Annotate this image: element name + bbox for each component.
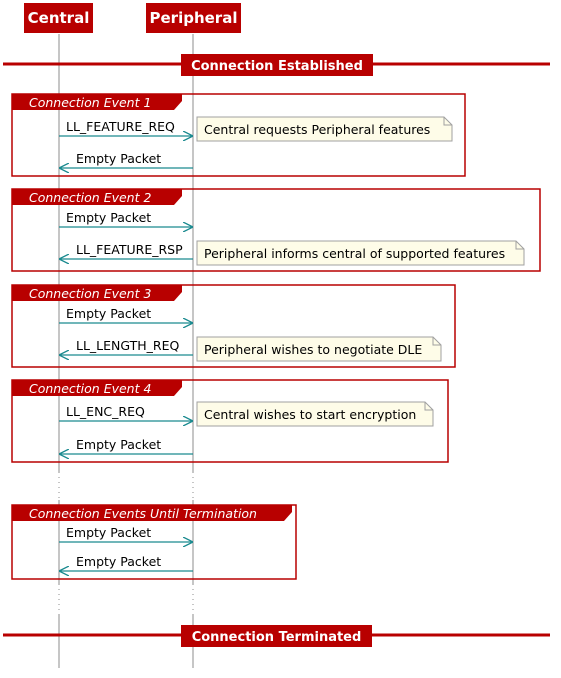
participant-central <box>24 3 93 33</box>
participant-central-label: Central <box>27 9 90 27</box>
frame-connection-events-until-termination <box>12 505 296 579</box>
frame-title: Connection Event 3 <box>29 286 152 301</box>
participant-peripheral-label: Peripheral <box>149 9 238 27</box>
frame-connection-event-3 <box>12 285 455 367</box>
note <box>197 117 452 141</box>
message-label: Empty Packet <box>66 210 152 225</box>
note-text: Central wishes to start encryption <box>204 407 417 422</box>
lifeline-gap-1 <box>54 472 200 500</box>
frame-connection-event-4 <box>12 380 448 462</box>
frame-connection-event-2 <box>12 189 540 271</box>
note <box>197 241 524 265</box>
divider-start-label: Connection Established <box>191 59 363 74</box>
divider-connection-terminated <box>3 625 550 647</box>
message-label: Empty Packet <box>76 554 162 569</box>
note-text: Peripheral wishes to negotiate DLE <box>204 342 423 357</box>
frame-title: Connection Events Until Termination <box>29 506 257 521</box>
message-label: LL_FEATURE_REQ <box>66 119 175 134</box>
note <box>197 402 433 426</box>
message-label: Empty Packet <box>76 151 162 166</box>
frame-title: Connection Event 1 <box>29 95 152 110</box>
note-text: Central requests Peripheral features <box>204 122 431 137</box>
message-label: LL_FEATURE_RSP <box>76 242 183 257</box>
message-label: LL_ENC_REQ <box>66 404 145 419</box>
message-label: Empty Packet <box>66 306 152 321</box>
frame-title: Connection Event 2 <box>29 190 152 205</box>
frame-connection-event-1 <box>12 94 465 176</box>
frame-title: Connection Event 4 <box>29 381 152 396</box>
message-label: Empty Packet <box>66 525 152 540</box>
message-label: LL_LENGTH_REQ <box>76 338 180 353</box>
message-label: Empty Packet <box>76 437 162 452</box>
divider-end-label: Connection Terminated <box>191 630 362 645</box>
note <box>197 337 441 361</box>
divider-connection-established <box>3 54 550 76</box>
lifeline-gap-2 <box>54 584 200 614</box>
note-text: Peripheral informs central of supported features <box>204 246 506 261</box>
participant-peripheral <box>146 3 241 33</box>
